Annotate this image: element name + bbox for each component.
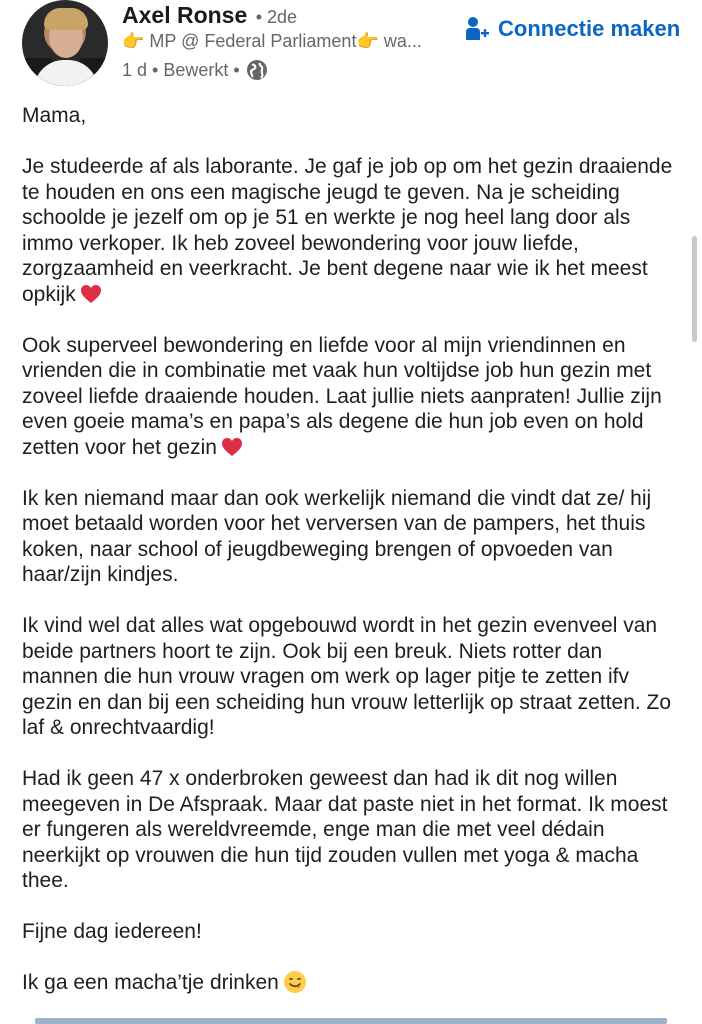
add-person-icon (464, 16, 490, 42)
author-headline (122, 31, 422, 52)
post-meta (122, 59, 268, 81)
pointing-hand-icon: 👉 (122, 31, 145, 51)
connection-degree: • 2de (255, 7, 298, 27)
post-paragraph-3: Ik ken niemand maar dan ook werkelijk niemand die vindt dat ze/ hij moet betaald worden voor het verversen van de pampers, het thuis koken, naar school of jeugdbeweging brengen of opvoeden van haar/zijn kindjes. (22, 486, 652, 586)
author-avatar[interactable] (22, 0, 108, 86)
author-name-row (122, 2, 297, 29)
post-paragraph-5: Had ik geen 47 x onderbroken geweest dan had ik dit nog willen meegeven in De Afspraak. Maar dat paste niet in het format. Ik moest er fungeren als wereldvreemde, enge man die met veel dédain neerkijkt op vrouwen die hun tijd zouden vullen met yoga & macha thee. (22, 767, 668, 892)
post-header (0, 0, 702, 100)
headline-text: MP @ Federal Parliament (144, 31, 357, 51)
globe-icon (246, 59, 268, 81)
scrollbar-thumb[interactable] (692, 236, 697, 342)
post-greeting: Mama, (22, 104, 87, 127)
post-paragraph-1-text: Je studeerde af als laborante. Je gaf je job op om het gezin draaiende te houden en ons een magische jeugd te geven. Na je scheiding schoolde je jezelf om op je 51 en werkte je nog heel lang door als immo verkoper. Ik heb zoveel bewondering voor jouw liefde, zorgzaamheid en veerkracht. Je bent degene naar wie ik het meest opkijk (22, 155, 673, 306)
smiling-face-icon (283, 970, 307, 994)
post-timestamp: 1 d • Bewerkt • (122, 59, 240, 80)
avatar-hair (44, 8, 88, 30)
post-body (22, 103, 682, 1021)
connect-button[interactable] (464, 16, 680, 42)
heart-icon (80, 284, 102, 304)
post-paragraph-2-text: Ook superveel bewondering en liefde voor al mijn vriendinnen en vrienden die in combinatie met vaak hun voltijdse job hun gezin met zoveel liefde draaiende houden. Laat jullie niets aanpraten! Jullie zijn even goeie mama’s en papa’s als degene die hun job even on hold zetten voor het gezin (22, 333, 662, 459)
post-paragraph-2 (22, 333, 682, 461)
next-card-edge (35, 1018, 667, 1024)
post-paragraph-6: Fijne dag iedereen! (22, 920, 202, 943)
post-paragraph-7-text: Ik ga een macha’tje drinken (22, 971, 279, 994)
connect-label: Connectie maken (498, 16, 681, 41)
post-paragraph-4: Ik vind wel dat alles wat opgebouwd wordt in het gezin evenveel van beide partners hoort te zijn. Ook bij een breuk. Niets rotter dan mannen die hun vrouw vragen om werk op lager pitje te zetten ifv gezin en dan bij een scheiding hun vrouw letterlijk op straat zetten. Zo laf & onrechtvaardig! (22, 614, 672, 739)
post-paragraph-1 (22, 154, 682, 307)
post-paragraph-7 (22, 970, 682, 996)
pointing-hand-icon: 👉 (356, 31, 379, 51)
heart-icon (221, 437, 243, 457)
headline-truncated: wa... (378, 31, 422, 51)
author-name[interactable]: Axel Ronse (122, 2, 248, 28)
